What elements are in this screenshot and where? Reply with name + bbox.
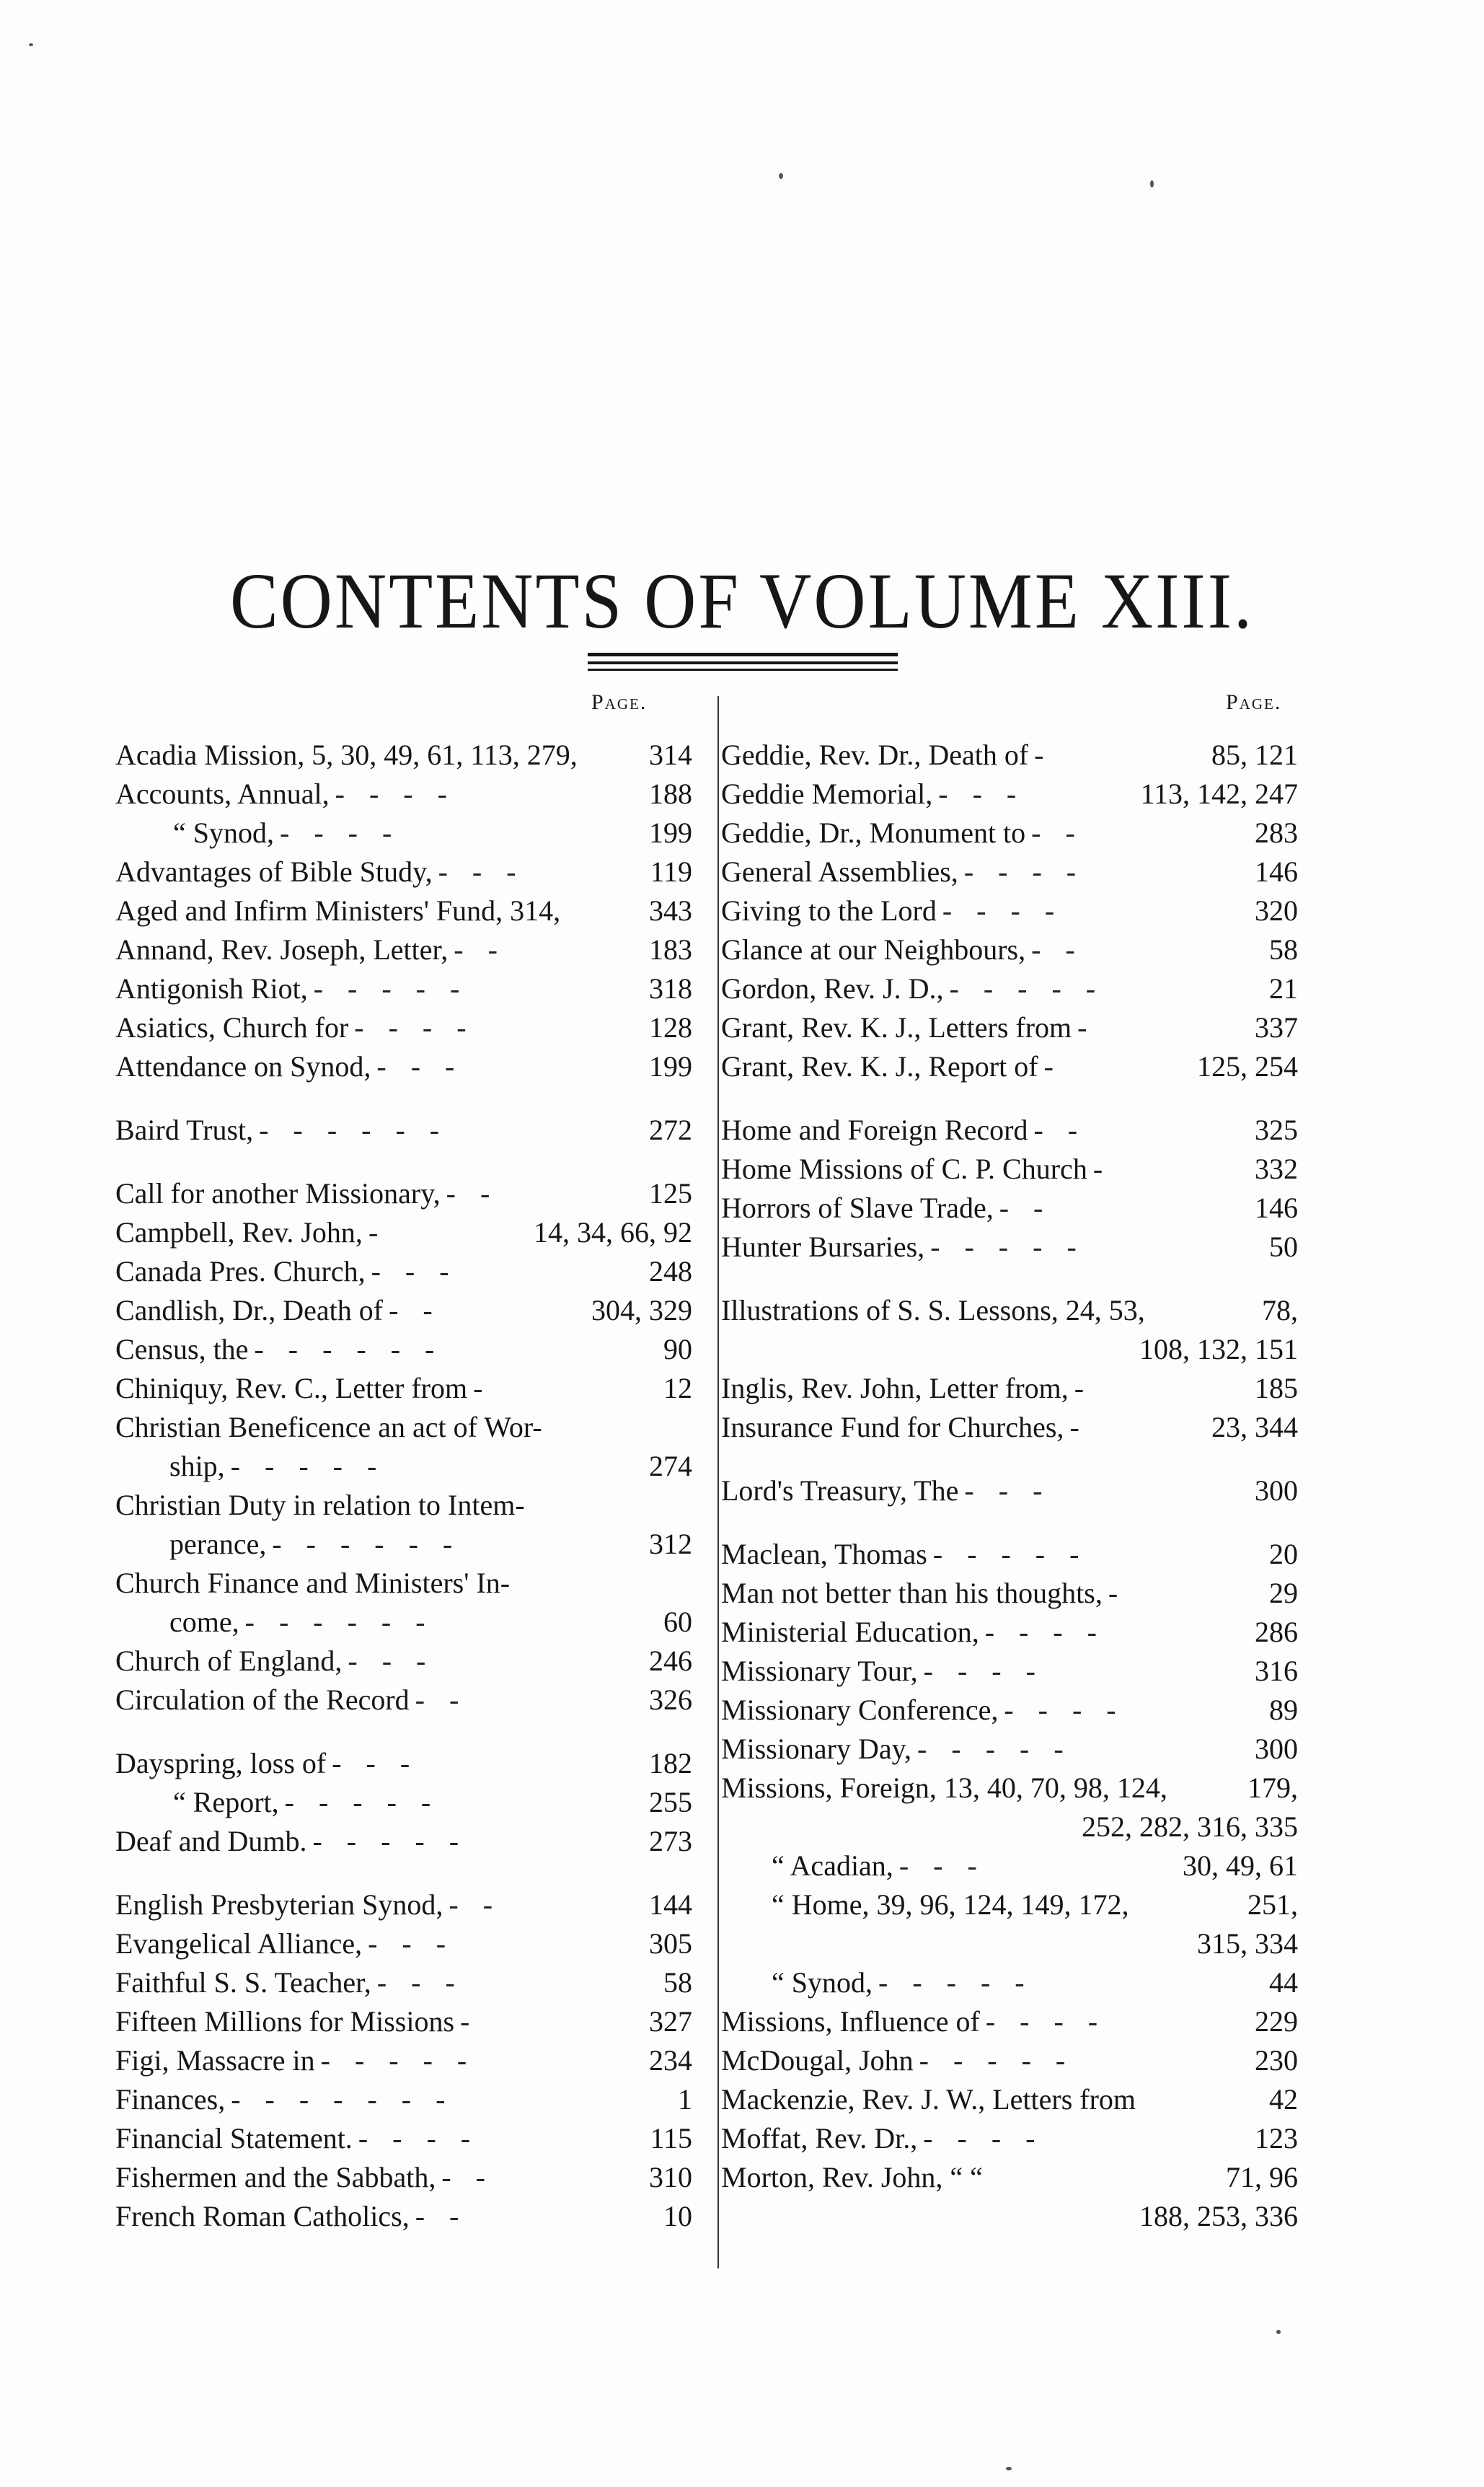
entry-title: Acadia Mission, 5, 30, 49, 61, 113, 279, (115, 739, 578, 771)
entry-title: “ Report, (173, 1786, 279, 1818)
entry-title: Aged and Infirm Ministers' Fund, 314, (115, 894, 561, 927)
leader-dashes: - - - - - (312, 1825, 468, 1857)
page-numbers: 255 (649, 1786, 692, 1818)
page-numbers: 182 (649, 1747, 692, 1779)
leader-dashes: - (1043, 1050, 1062, 1083)
index-entry (115, 2080, 692, 2119)
index-entry (721, 1047, 1298, 1086)
page-numbers: 272 (649, 1114, 692, 1146)
entry-title: Inglis, Rev. John, Letter from, (721, 1372, 1069, 1404)
index-entry (115, 1885, 692, 1924)
entry-title: come, (169, 1606, 239, 1638)
leader-dashes: - - - - - - (272, 1528, 461, 1560)
entry-title: Geddie, Rev. Dr., Death of (721, 739, 1029, 771)
leader-dashes: - - - - (963, 855, 1085, 888)
page-numbers: 315, 334 (1197, 1927, 1298, 1960)
leader-dashes: - - (415, 2200, 468, 2232)
entry-title: Moffat, Rev. Dr., (721, 2122, 918, 2154)
leader-dashes: - (1108, 1577, 1127, 1609)
page-numbers: 185 (1255, 1372, 1298, 1404)
entry-title: perance, (169, 1528, 267, 1560)
page-numbers: 234 (649, 2044, 692, 2077)
page-numbers: 343 (649, 894, 692, 927)
index-entry (721, 969, 1298, 1008)
leader-dashes: - - - (964, 1474, 1051, 1507)
leader-dashes: - - - - (923, 1655, 1044, 1687)
section-gap (721, 1267, 1298, 1291)
entry-title: Figi, Massacre in (115, 2044, 315, 2077)
index-entry (115, 1822, 692, 1861)
print-speck (1006, 2467, 1012, 2470)
entry-title: Faithful S. S. Teacher, (115, 1966, 371, 1999)
print-speck (1276, 2330, 1281, 2334)
index-entry (115, 1408, 692, 1447)
page-numbers: 305 (649, 1927, 692, 1960)
leader-dashes: - - - (376, 1966, 464, 1999)
leader-dashes: - - - - - - - (231, 2083, 454, 2116)
entry-title: English Presbyterian Synod, (115, 1888, 443, 1921)
index-entry (115, 1447, 692, 1486)
entry-title: Geddie Memorial, (721, 778, 933, 810)
index-entry (115, 1213, 692, 1252)
leader-dashes: - (1034, 739, 1053, 771)
page-numbers: 44 (1269, 1966, 1298, 1999)
leader-dashes: - - (415, 1683, 468, 1716)
page-numbers: 90 (663, 1333, 692, 1365)
page-numbers: 85, 121 (1211, 739, 1298, 771)
leader-dashes: - - (1031, 816, 1084, 849)
page-numbers: 183 (649, 933, 692, 966)
entry-title: Canada Pres. Church, (115, 1255, 366, 1287)
index-entry (115, 1291, 692, 1330)
page-numbers: 78, (1262, 1294, 1298, 1326)
section-gap (721, 1510, 1298, 1535)
entry-title: Christian Beneficence an act of Wor- (115, 1411, 542, 1443)
index-entry (115, 1330, 692, 1369)
leader-dashes: - - - (332, 1747, 419, 1779)
page-numbers: 230 (1255, 2044, 1298, 2077)
entry-title: Mackenzie, Rev. J. W., Letters from (721, 2083, 1136, 2116)
leader-dashes: - - - - (942, 894, 1064, 927)
entry-title: Church Finance and Ministers' In- (115, 1567, 511, 1599)
entry-title: French Roman Catholics, (115, 2200, 410, 2232)
page-numbers: 325 (1255, 1114, 1298, 1146)
leader-dashes: - - - - (280, 816, 401, 849)
page-numbers: 60 (663, 1606, 692, 1638)
page-numbers: 115 (650, 2122, 692, 2154)
section-gap (115, 1086, 692, 1111)
entry-title: Grant, Rev. K. J., Report of (721, 1050, 1038, 1083)
entry-title: Lord's Treasury, The (721, 1474, 959, 1507)
leader-dashes: - - - - - (320, 2044, 476, 2077)
index-entry (721, 1330, 1298, 1369)
entry-title: Grant, Rev. K. J., Letters from (721, 1011, 1072, 1044)
page-numbers: 58 (1269, 933, 1298, 966)
page-numbers: 252, 282, 316, 335 (1082, 1810, 1298, 1843)
index-entry (115, 892, 692, 930)
entry-title: Insurance Fund for Churches, (721, 1411, 1064, 1443)
page-numbers: 12 (663, 1372, 692, 1404)
index-entry (721, 775, 1298, 814)
entry-title: Missionary Tour, (721, 1655, 918, 1687)
title-rule (588, 669, 898, 671)
index-entry (721, 2119, 1298, 2158)
page-numbers: 251, (1247, 1888, 1298, 1921)
page-numbers: 246 (649, 1645, 692, 1677)
leader-dashes: - - - - - - (254, 1333, 443, 1365)
column-divider (717, 696, 719, 2268)
entry-title: Dayspring, loss of (115, 1747, 327, 1779)
page-numbers: 58 (663, 1966, 692, 1999)
index-entry (721, 1924, 1298, 1963)
page-numbers: 316 (1255, 1655, 1298, 1687)
leader-dashes: - - (1033, 1114, 1087, 1146)
leader-dashes: - - - - - (930, 1231, 1085, 1263)
index-entry (721, 1769, 1298, 1808)
entry-title: McDougal, John (721, 2044, 914, 2077)
index-entry (115, 1008, 692, 1047)
entry-title: Call for another Missionary, (115, 1177, 441, 1210)
index-entry (721, 1111, 1298, 1150)
leader-dashes: - (1092, 1153, 1112, 1185)
index-entry (721, 853, 1298, 892)
index-entry (115, 1252, 692, 1291)
index-entry (721, 2080, 1298, 2119)
leader-dashes: - - - - - (878, 1966, 1033, 1999)
page-numbers: 318 (649, 972, 692, 1005)
index-entry (115, 2197, 692, 2236)
page-numbers: 332 (1255, 1153, 1298, 1185)
leader-dashes: - - - (438, 855, 525, 888)
entry-title: Circulation of the Record (115, 1683, 410, 1716)
index-entry (721, 1008, 1298, 1047)
index-entry (721, 2041, 1298, 2080)
page-numbers: 29 (1269, 1577, 1298, 1609)
leader-dashes: - - (999, 1192, 1052, 1224)
index-entry (721, 736, 1298, 775)
leader-dashes: - - - - - (230, 1450, 386, 1482)
page-numbers: 199 (649, 1050, 692, 1083)
entry-title: Maclean, Thomas (721, 1538, 927, 1570)
index-entry (721, 2197, 1298, 2236)
page-numbers: 304, 329 (591, 1294, 692, 1326)
entry-title: Christian Duty in relation to Intem- (115, 1489, 525, 1521)
leader-dashes: - - - - (923, 2122, 1044, 2154)
entry-title: “ Synod, (772, 1966, 873, 1999)
entry-title: Fifteen Millions for Missions (115, 2005, 455, 2038)
print-speck (779, 173, 783, 179)
index-entry (115, 2119, 692, 2158)
page-numbers: 42 (1269, 2083, 1298, 2116)
index-entry (115, 1111, 692, 1150)
leader-dashes: - - - - - - (259, 1114, 449, 1146)
page-numbers: 1 (678, 2083, 692, 2116)
entry-title: Financial Statement. (115, 2122, 353, 2154)
index-entry (115, 1603, 692, 1642)
page-numbers: 337 (1255, 1011, 1298, 1044)
page-numbers: 310 (649, 2161, 692, 2193)
leader-dashes: - - - (371, 1255, 458, 1287)
print-speck (29, 43, 33, 46)
page-numbers: 50 (1269, 1231, 1298, 1263)
entry-title: Home Missions of C. P. Church (721, 1153, 1087, 1185)
page-numbers: 326 (649, 1683, 692, 1716)
page-title: CONTENTS OF VOLUME XIII. (229, 557, 1255, 646)
page-numbers: 179, (1247, 1771, 1298, 1804)
page-numbers: 89 (1269, 1694, 1298, 1726)
page-numbers: 327 (649, 2005, 692, 2038)
section-gap (721, 1086, 1298, 1111)
entry-title: Fishermen and the Sabbath, (115, 2161, 436, 2193)
entry-title: Missionary Day, (721, 1733, 912, 1765)
index-entry (115, 736, 692, 775)
index-entry (721, 1574, 1298, 1613)
entry-title: Antigonish Riot, (115, 972, 308, 1005)
entry-title: Glance at our Neighbours, (721, 933, 1026, 966)
entry-title: Giving to the Lord (721, 894, 937, 927)
page-numbers: 274 (649, 1450, 692, 1482)
entry-title: Campbell, Rev. John, (115, 1216, 363, 1249)
leader-dashes: - - (389, 1294, 441, 1326)
page-numbers: 320 (1255, 894, 1298, 927)
entry-title: Annand, Rev. Joseph, Letter, (115, 933, 449, 966)
index-entry (721, 1189, 1298, 1228)
leader-dashes: - - - - - (919, 2044, 1074, 2077)
index-entry (115, 1642, 692, 1681)
leader-dashes: - (368, 1216, 387, 1249)
entry-title: Gordon, Rev. J. D., (721, 972, 944, 1005)
index-entry (721, 1408, 1298, 1447)
index-entry (115, 1525, 692, 1564)
index-entry (115, 1486, 692, 1525)
index-entry (721, 1150, 1298, 1189)
leader-dashes: - - - - - (932, 1538, 1088, 1570)
leader-dashes: - (460, 2005, 479, 2038)
entry-title: Missions, Foreign, 13, 40, 70, 98, 124, (721, 1771, 1167, 1804)
index-entry (721, 1730, 1298, 1769)
index-entry (721, 1369, 1298, 1408)
entry-title: Morton, Rev. John, “ “ (721, 2161, 983, 2193)
page-numbers: 300 (1255, 1474, 1298, 1507)
page-numbers: 14, 34, 66, 92 (534, 1216, 692, 1249)
page-numbers: 144 (649, 1888, 692, 1921)
index-entry (721, 1963, 1298, 2002)
section-gap (115, 1720, 692, 1744)
index-entry (721, 1535, 1298, 1574)
entry-title: “ Home, 39, 96, 124, 149, 172, (772, 1888, 1129, 1921)
page-column-header-right: Page. (1226, 690, 1282, 714)
leader-dashes: - - - - (1004, 1694, 1125, 1726)
leader-dashes: - - - - (984, 1616, 1105, 1648)
leader-dashes: - - - - - (917, 1733, 1072, 1765)
index-entry (115, 1047, 692, 1086)
leader-dashes: - - - (898, 1849, 986, 1882)
entry-title: General Assemblies, (721, 855, 958, 888)
entry-title: Ministerial Education, (721, 1616, 979, 1648)
page-column-header-left: Page. (591, 690, 648, 714)
index-entry (721, 892, 1298, 930)
page-numbers: 283 (1255, 816, 1298, 849)
page-numbers: 108, 132, 151 (1139, 1333, 1298, 1365)
entry-title: “ Synod, (173, 816, 274, 849)
page-numbers: 146 (1255, 1192, 1298, 1224)
index-entry (721, 1691, 1298, 1730)
page-numbers: 314 (649, 739, 692, 771)
index-entry (115, 1783, 692, 1822)
page-numbers: 125, 254 (1197, 1050, 1298, 1083)
entry-title: Home and Foreign Record (721, 1114, 1028, 1146)
entry-title: Chiniquy, Rev. C., Letter from (115, 1372, 468, 1404)
page-numbers: 23, 344 (1211, 1411, 1298, 1443)
page-numbers: 119 (650, 855, 692, 888)
page-numbers: 146 (1255, 855, 1298, 888)
leader-dashes: - - - (376, 1050, 464, 1083)
entry-title: Baird Trust, (115, 1114, 254, 1146)
page-numbers: 30, 49, 61 (1183, 1849, 1298, 1882)
index-entry (721, 1291, 1298, 1330)
index-entry (721, 930, 1298, 969)
page-numbers: 20 (1269, 1538, 1298, 1570)
leader-dashes: - - - (368, 1927, 455, 1960)
index-entry (115, 1681, 692, 1720)
section-gap (721, 1447, 1298, 1471)
index-entry (721, 2002, 1298, 2041)
page-numbers: 229 (1255, 2005, 1298, 2038)
page-numbers: 128 (649, 1011, 692, 1044)
leader-dashes: - - - - - - (244, 1606, 434, 1638)
entry-title: Man not better than his thoughts, (721, 1577, 1103, 1609)
print-speck (1150, 180, 1154, 188)
page-numbers: 71, 96 (1226, 2161, 1298, 2193)
entry-title: Advantages of Bible Study, (115, 855, 433, 888)
index-entry (115, 1369, 692, 1408)
page-numbers: 300 (1255, 1733, 1298, 1765)
leader-dashes: - - - - (354, 1011, 475, 1044)
leader-dashes: - - - (348, 1645, 435, 1677)
entry-title: Accounts, Annual, (115, 778, 330, 810)
leader-dashes: - - - - - (313, 972, 469, 1005)
index-entry (115, 775, 692, 814)
leader-dashes: - - (454, 933, 506, 966)
entry-title: Candlish, Dr., Death of (115, 1294, 384, 1326)
index-entry (115, 1564, 692, 1603)
index-entry (721, 814, 1298, 853)
page-numbers: 113, 142, 247 (1140, 778, 1298, 810)
index-entry (115, 930, 692, 969)
section-gap (115, 1861, 692, 1885)
entry-title: Geddie, Dr., Monument to (721, 816, 1026, 849)
page-numbers: 188 (649, 778, 692, 810)
index-entry (721, 1228, 1298, 1267)
leader-dashes: - - - - (335, 778, 456, 810)
page-numbers: 125 (649, 1177, 692, 1210)
page-numbers: 123 (1255, 2122, 1298, 2154)
entry-title: Asiatics, Church for (115, 1011, 349, 1044)
title-rule (588, 661, 898, 664)
index-entry (721, 1885, 1298, 1924)
entry-title: Finances, (115, 2083, 226, 2116)
contents-column-left (115, 736, 692, 2236)
leader-dashes: - - - - - (949, 972, 1105, 1005)
entry-title: Missionary Conference, (721, 1694, 999, 1726)
leader-dashes: - - (1031, 933, 1084, 966)
index-entry (115, 2158, 692, 2197)
leader-dashes: - - (441, 2161, 494, 2193)
index-entry (721, 1846, 1298, 1885)
leader-dashes: - - (449, 1888, 502, 1921)
index-entry (115, 1963, 692, 2002)
leader-dashes: - - - - (985, 2005, 1107, 2038)
index-entry (721, 1652, 1298, 1691)
leader-dashes: - (473, 1372, 492, 1404)
page-numbers: 286 (1255, 1616, 1298, 1648)
leader-dashes: - (1074, 1372, 1093, 1404)
leader-dashes: - (1077, 1011, 1096, 1044)
entry-title: Illustrations of S. S. Lessons, 24, 53, (721, 1294, 1145, 1326)
index-entry (721, 1808, 1298, 1846)
entry-title: Hunter Bursaries, (721, 1231, 925, 1263)
index-entry (115, 2041, 692, 2080)
entry-title: Census, the (115, 1333, 249, 1365)
contents-column-right (721, 736, 1298, 2236)
index-entry (721, 1471, 1298, 1510)
index-entry (115, 1174, 692, 1213)
entry-title: Church of England, (115, 1645, 343, 1677)
index-entry (115, 969, 692, 1008)
section-gap (115, 1150, 692, 1174)
entry-title: Missions, Influence of (721, 2005, 980, 2038)
entry-title: ship, (169, 1450, 225, 1482)
page-numbers: 199 (649, 816, 692, 849)
entry-title: Deaf and Dumb. (115, 1825, 307, 1857)
index-entry (115, 814, 692, 853)
title-rule (588, 653, 898, 656)
index-entry (115, 1744, 692, 1783)
page-numbers: 248 (649, 1255, 692, 1287)
index-entry (115, 853, 692, 892)
page-numbers: 273 (649, 1825, 692, 1857)
leader-dashes: - - (446, 1177, 499, 1210)
entry-title: “ Acadian, (772, 1849, 893, 1882)
leader-dashes: - - - - (358, 2122, 480, 2154)
entry-title: Horrors of Slave Trade, (721, 1192, 994, 1224)
index-entry (115, 1924, 692, 1963)
index-entry (721, 1613, 1298, 1652)
entry-title: Attendance on Synod, (115, 1050, 371, 1083)
leader-dashes: - (1069, 1411, 1088, 1443)
page-numbers: 21 (1269, 972, 1298, 1005)
page-numbers: 312 (649, 1528, 692, 1560)
page-numbers: 188, 253, 336 (1139, 2200, 1298, 2232)
index-entry (721, 2158, 1298, 2197)
leader-dashes: - - - - - (284, 1786, 440, 1818)
page-numbers: 10 (663, 2200, 692, 2232)
entry-title: Evangelical Alliance, (115, 1927, 363, 1960)
index-entry (115, 2002, 692, 2041)
leader-dashes: - - - (938, 778, 1025, 810)
